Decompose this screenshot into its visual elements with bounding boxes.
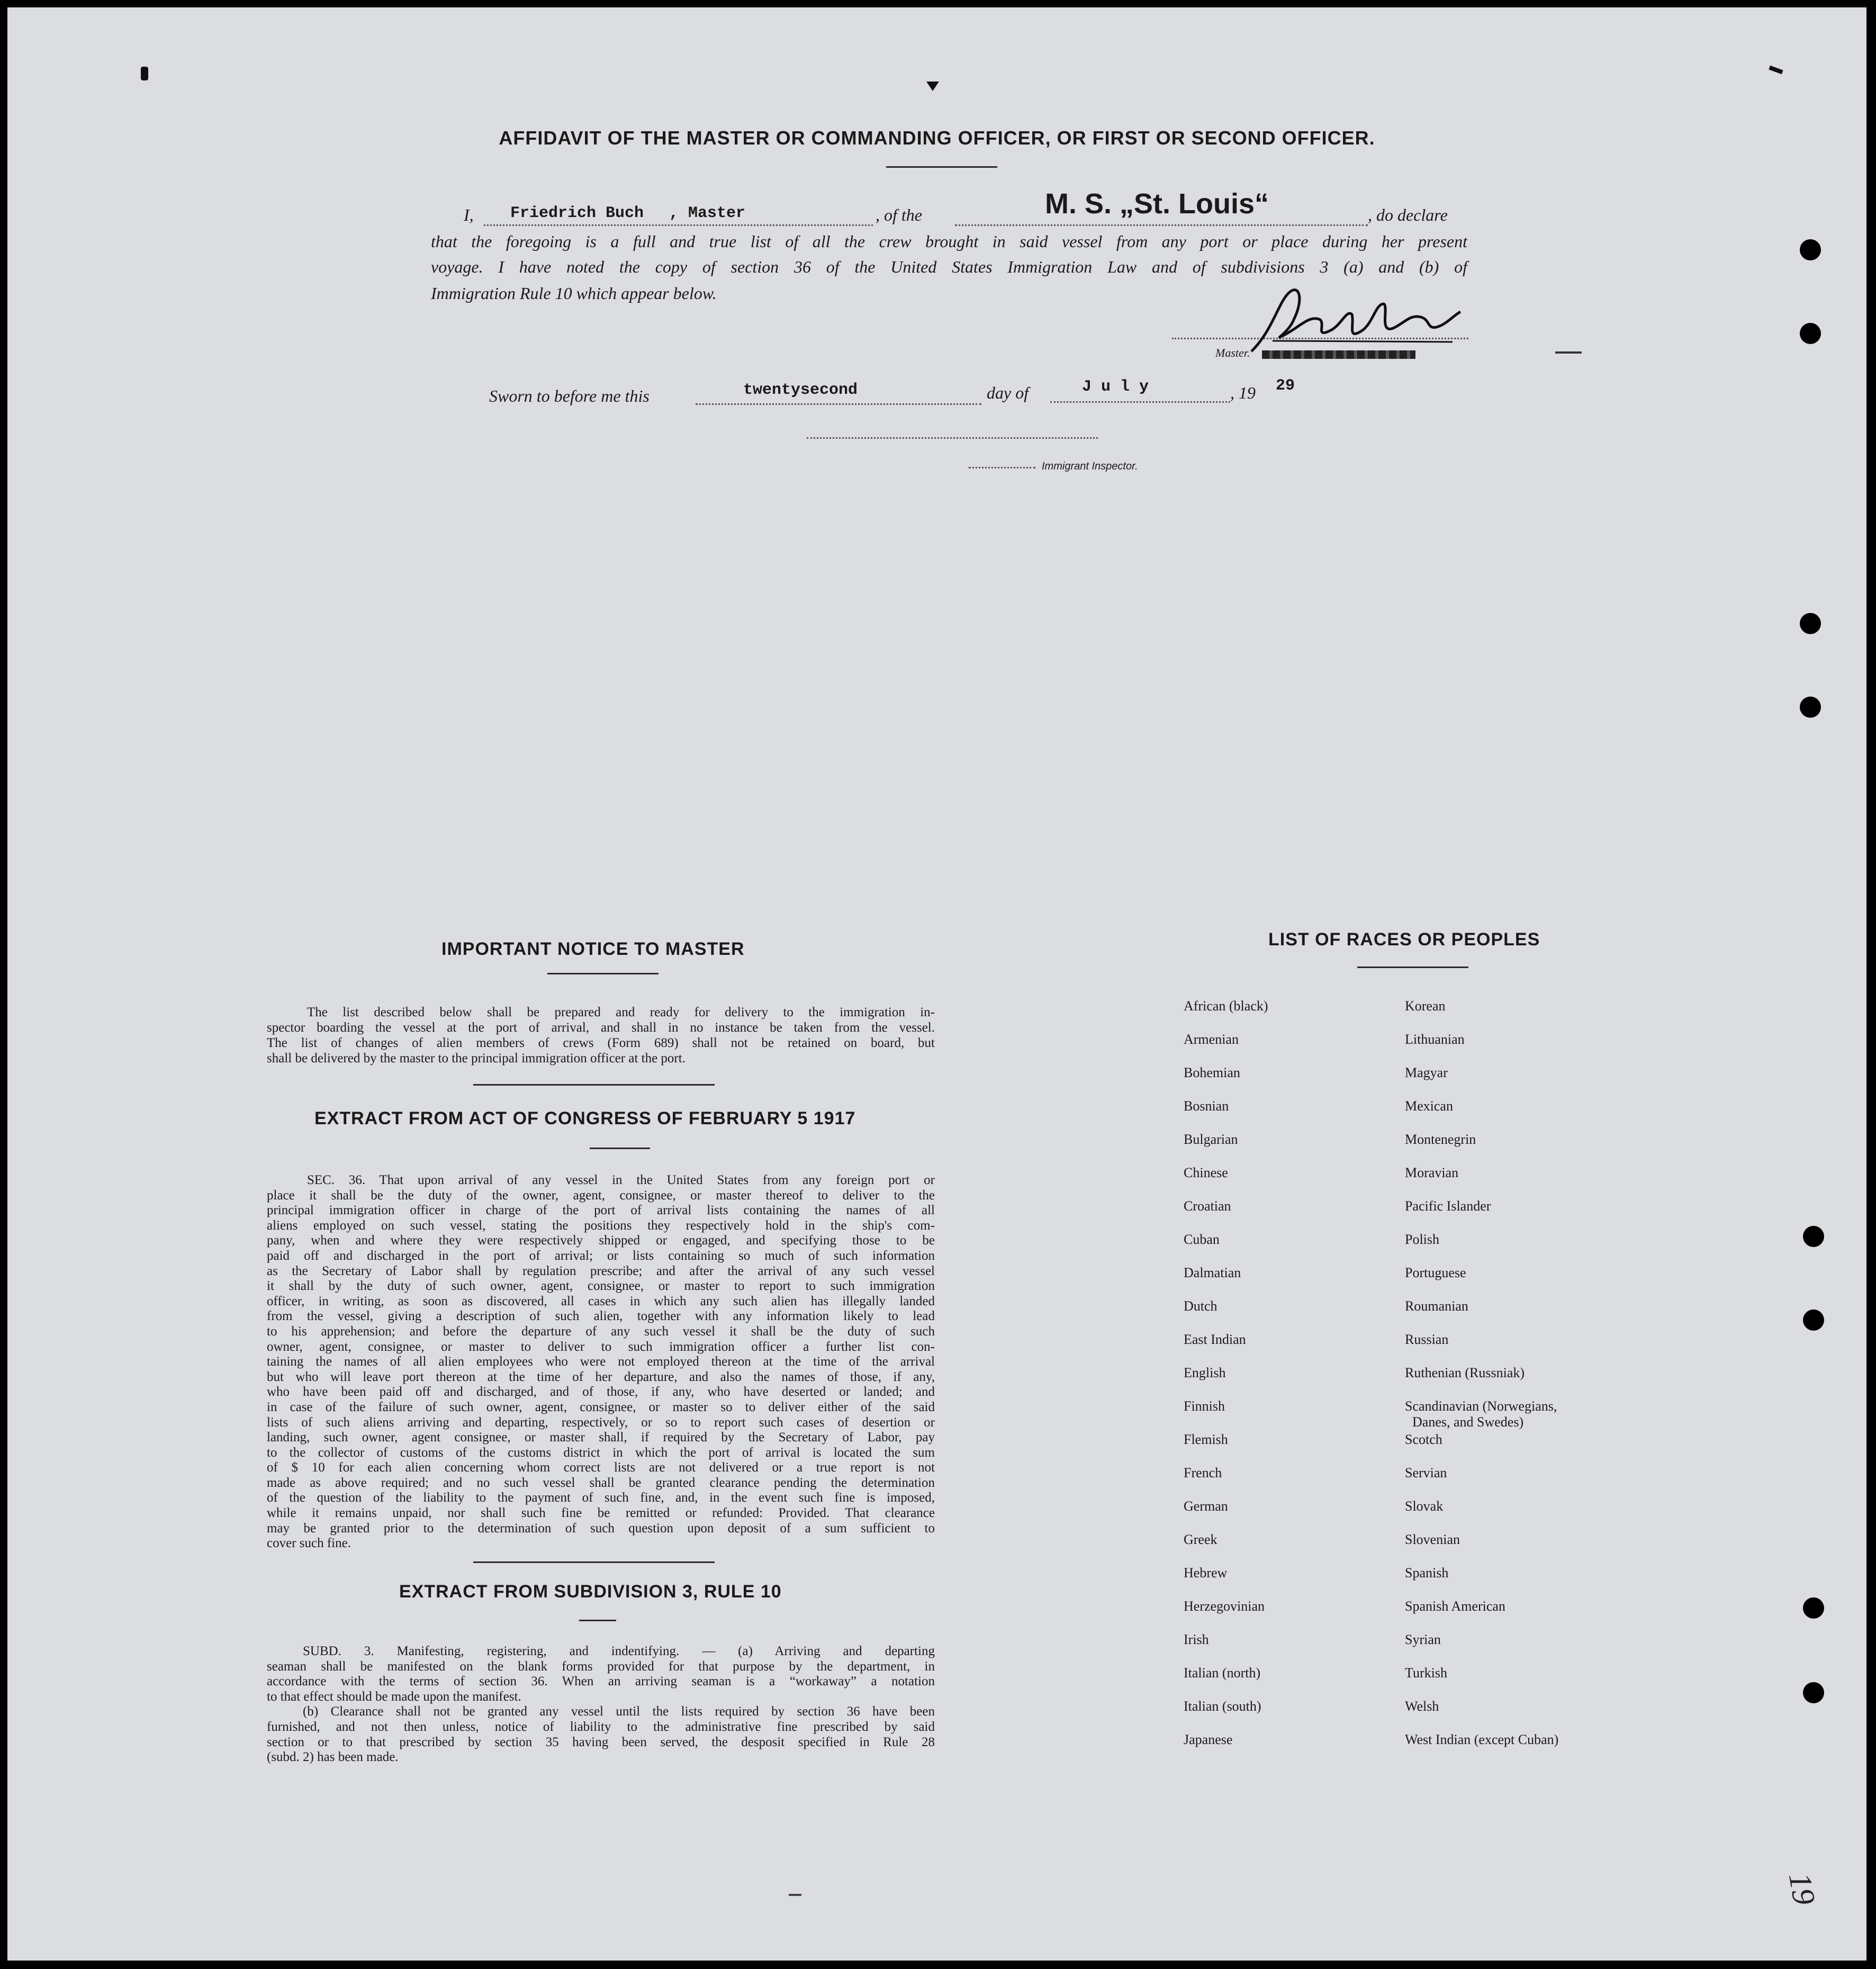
sworn-day: twentysecond bbox=[743, 381, 858, 399]
act-line: cover such fine. bbox=[267, 1536, 351, 1551]
struck-stamp bbox=[1262, 350, 1415, 359]
race-item: Moravian bbox=[1405, 1165, 1459, 1180]
year-prefix: , 19 bbox=[1230, 383, 1256, 402]
extract-rule-body bbox=[267, 1644, 935, 1765]
race-item: Syrian bbox=[1405, 1632, 1441, 1647]
race-item: Japanese bbox=[1184, 1732, 1233, 1747]
act-line: while it remains unpaid, nor shall such fine be remitted or refunded: Provided. That clearance bbox=[267, 1506, 935, 1521]
race-item: Montenegrin bbox=[1405, 1132, 1476, 1147]
rule-line: accordance with the terms of section 36. When an arriving seaman is a “workaway” a notation bbox=[267, 1674, 935, 1689]
race-item: Finnish bbox=[1184, 1398, 1225, 1414]
race-item: Irish bbox=[1184, 1632, 1209, 1647]
race-item: Bohemian bbox=[1184, 1065, 1240, 1080]
notice-rule bbox=[547, 973, 659, 974]
act-line: lists of such aliens arriving and departing, respectively, or so to report such cases of desertion or bbox=[267, 1415, 935, 1430]
rule-line: furnished, and not then unless, notice of liability to the administrative fine prescribed by said bbox=[267, 1719, 935, 1734]
race-item: German bbox=[1184, 1498, 1228, 1514]
act-line: officer, in writing, as soon as discovered, all cases in which any such alien has illegally landed bbox=[267, 1294, 935, 1308]
race-item: Pacific Islander bbox=[1405, 1198, 1491, 1214]
affidavit-pre-name: I, bbox=[464, 205, 474, 224]
sworn-month-line bbox=[1050, 401, 1230, 403]
act-line: taining the names of all alien employees who were not employed thereon at the time of the arrival bbox=[267, 1354, 935, 1369]
notice-body bbox=[267, 1005, 935, 1066]
punch-hole bbox=[1800, 239, 1821, 260]
master-signature bbox=[1241, 283, 1463, 357]
punch-hole bbox=[1800, 323, 1821, 344]
rule-line: (b) Clearance shall not be granted any vessel until the lists required by section 36 have been bbox=[303, 1704, 935, 1719]
race-item: Servian bbox=[1405, 1465, 1447, 1480]
race-item: Bulgarian bbox=[1184, 1132, 1238, 1147]
race-item: Spanish American bbox=[1405, 1598, 1505, 1614]
act-line: but who will leave port thereon at the time of her departure, and also the names of those, if any, bbox=[267, 1369, 935, 1384]
race-item: Welsh bbox=[1405, 1699, 1439, 1714]
sworn-day-line bbox=[696, 403, 981, 405]
act-line: place it shall be the duty of the owner, agent, consignee, or master thereof to deliver to the bbox=[267, 1188, 935, 1203]
act-line: who have been paid off and discharged, and of those, if any, who have deserted or landed; and bbox=[267, 1385, 935, 1399]
act-line: of the question of the liability to the payment of such fine, and, in the event such fine is imposed, bbox=[267, 1491, 935, 1505]
name-field-line bbox=[484, 224, 873, 226]
notice-line: The list of changes of alien members of crews (Form 689) shall not be retained on board, but bbox=[267, 1036, 935, 1050]
do-declare-label: , do declare bbox=[1368, 205, 1448, 224]
race-item: Russian bbox=[1405, 1332, 1449, 1347]
punch-hole bbox=[1803, 1226, 1824, 1247]
notice-line: The list described below shall be prepared and ready for delivery to the immigration in- bbox=[307, 1005, 935, 1019]
race-item: Lithuanian bbox=[1405, 1032, 1465, 1047]
race-item: Spanish bbox=[1405, 1565, 1449, 1580]
race-item: Polish bbox=[1405, 1232, 1440, 1247]
extract-rule-rule bbox=[579, 1620, 616, 1621]
heading-rule bbox=[886, 166, 997, 168]
race-item: Italian (south) bbox=[1184, 1699, 1261, 1714]
extract-act-title: EXTRACT FROM ACT OF CONGRESS OF FEBRUARY 5 1917 bbox=[314, 1108, 856, 1128]
notice-line: shall be delivered by the master to the principal immigration officer at the port. bbox=[267, 1051, 686, 1065]
extract-rule-title: EXTRACT FROM SUBDIVISION 3, RULE 10 bbox=[399, 1582, 782, 1602]
master-name: Friedrich Buch bbox=[510, 204, 644, 222]
corner-mark-left bbox=[141, 67, 148, 80]
act-line: landing, such owner, agent consignee, or master shall, if required by the Secretary of Labor, pay bbox=[267, 1430, 935, 1445]
notice-title: IMPORTANT NOTICE TO MASTER bbox=[441, 939, 745, 959]
race-item: Korean bbox=[1405, 998, 1446, 1014]
race-item: East Indian bbox=[1184, 1332, 1246, 1347]
day-of-label: day of bbox=[987, 383, 1029, 402]
master-rank: , Master bbox=[669, 204, 746, 222]
corner-mark-center bbox=[926, 82, 939, 91]
act-line: to the collector of customs of the customs district in which the port of arrival is located the sum bbox=[267, 1445, 935, 1460]
extract-act-body bbox=[267, 1173, 935, 1551]
act-line: pany, when and where they were respectively shipped or engaged, and specifying those to be bbox=[267, 1233, 935, 1248]
rule-line: SUBD. 3. Manifesting, registering, and indentifying. — (a) Arriving and departing bbox=[303, 1644, 935, 1658]
race-item: West Indian (except Cuban) bbox=[1405, 1732, 1559, 1747]
race-item: Turkish bbox=[1405, 1665, 1447, 1681]
of-the-label: , of the bbox=[876, 205, 922, 224]
affidavit-line-4: Immigration Rule 10 which appear below. bbox=[431, 284, 717, 303]
punch-hole bbox=[1800, 697, 1821, 718]
punch-hole bbox=[1803, 1597, 1824, 1619]
punch-hole bbox=[1803, 1682, 1824, 1703]
corner-mark-right bbox=[1769, 66, 1783, 74]
act-line: of $ 10 for each alien concerning whom correct lists are not delivered or a true report is not bbox=[267, 1460, 935, 1475]
notice-end-rule bbox=[473, 1084, 715, 1086]
sworn-label: Sworn to before me this bbox=[489, 386, 650, 405]
act-line: principal immigration officer in charge of the port of arrival lists containing the names of all bbox=[267, 1203, 935, 1218]
extract-act-end-rule bbox=[473, 1561, 715, 1563]
race-item: Greek bbox=[1184, 1532, 1217, 1547]
race-item: Herzegovinian bbox=[1184, 1598, 1265, 1614]
affidavit-line-3: voyage. I have noted the copy of section 36 of the United States Immigration Law and of subdivisions 3 (a) and (b) of bbox=[431, 257, 1467, 276]
race-item: Roumanian bbox=[1405, 1298, 1468, 1314]
punch-hole bbox=[1800, 613, 1821, 634]
race-item: Scandinavian (Norwegians, bbox=[1405, 1398, 1557, 1414]
race-item: English bbox=[1184, 1365, 1226, 1380]
rule-line: to that effect should be made upon the manifest. bbox=[267, 1689, 521, 1704]
race-item-continuation: Danes, and Swedes) bbox=[1412, 1414, 1524, 1430]
act-line: in case of the failure of such owner, agent, consignee, or master so to deliver either of the said bbox=[267, 1399, 935, 1414]
punch-hole bbox=[1803, 1309, 1824, 1331]
inspector-line-2 bbox=[969, 467, 1035, 468]
race-item: Ruthenian (Russniak) bbox=[1405, 1365, 1525, 1380]
race-item: Armenian bbox=[1184, 1032, 1239, 1047]
inspector-line-1 bbox=[807, 437, 1098, 439]
act-line: paid off and discharged in the port of arrival; or lists containing so much of such information bbox=[267, 1248, 935, 1263]
affidavit-heading: AFFIDAVIT OF THE MASTER OR COMMANDING OFFICER, OR FIRST OR SECOND OFFICER. bbox=[499, 127, 1375, 149]
sworn-month: J u l y bbox=[1082, 378, 1149, 396]
race-item: Scotch bbox=[1405, 1432, 1442, 1447]
race-item: Dalmatian bbox=[1184, 1265, 1241, 1280]
vessel-field-line bbox=[955, 224, 1368, 226]
race-item: Italian (north) bbox=[1184, 1665, 1261, 1681]
year-suffix: 29 bbox=[1276, 377, 1295, 395]
notice-line: spector boarding the vessel at the port of arrival, and shall in no instance be taken from the vessel. bbox=[267, 1020, 935, 1035]
rule-line: seaman shall be manifested on the blank forms provided for that purpose by the department, in bbox=[267, 1659, 935, 1674]
margin-number: 19 bbox=[1782, 1870, 1823, 1908]
race-item: Bosnian bbox=[1184, 1098, 1229, 1114]
small-mark bbox=[1555, 351, 1582, 354]
race-item: Slovenian bbox=[1405, 1532, 1460, 1547]
race-item: French bbox=[1184, 1465, 1222, 1480]
rule-line: section or to that prescribed by section 35 having been served, the desposit specified in Rule 28 bbox=[267, 1735, 935, 1749]
vessel-name: M. S. „St. Louis“ bbox=[1045, 188, 1269, 220]
race-item: Cuban bbox=[1184, 1232, 1220, 1247]
races-title: LIST OF RACES OR PEOPLES bbox=[1268, 929, 1540, 950]
race-item: Hebrew bbox=[1184, 1565, 1228, 1580]
race-item: Magyar bbox=[1405, 1065, 1448, 1080]
race-item: Portuguese bbox=[1405, 1265, 1466, 1280]
act-line: from the vessel, giving a description of such alien, together with any information likely to lead bbox=[267, 1309, 935, 1324]
act-line: owner, agent, consignee, or master to deliver to such immigration officer a further list con- bbox=[267, 1339, 935, 1354]
rule-line: (subd. 2) has been made. bbox=[267, 1750, 399, 1765]
race-item: African (black) bbox=[1184, 998, 1268, 1014]
race-item: Chinese bbox=[1184, 1165, 1228, 1180]
document-page bbox=[7, 7, 1866, 1961]
race-item: Dutch bbox=[1184, 1298, 1217, 1314]
inspector-label: Immigrant Inspector. bbox=[1042, 460, 1138, 472]
race-item: Mexican bbox=[1405, 1098, 1453, 1114]
race-item: Flemish bbox=[1184, 1432, 1228, 1447]
races-rule bbox=[1357, 967, 1468, 968]
race-item: Croatian bbox=[1184, 1198, 1231, 1214]
act-line: as the Secretary of Labor shall by regulation prescribe; and after the arrival of any such vessel bbox=[267, 1263, 935, 1278]
master-signature-label: Master. bbox=[1215, 346, 1250, 359]
act-line: may be granted prior to the determination of such question upon deposit of a sum sufficient to bbox=[267, 1521, 935, 1536]
act-line: SEC. 36. That upon arrival of any vessel in the United States from any foreign port or bbox=[307, 1173, 935, 1187]
act-line: made as above required; and no such vessel shall be granted clearance pending the determination bbox=[267, 1475, 935, 1490]
act-line: it shall by the duty of such owner, agent, consignee, or master to report to such immigration bbox=[267, 1279, 935, 1294]
act-line: to his apprehension; and before the departure of any such vessel it shall be the duty of such bbox=[267, 1324, 935, 1339]
race-item: Slovak bbox=[1405, 1498, 1444, 1514]
affidavit-line-2: that the foregoing is a full and true list of all the crew brought in said vessel from any port or place during her present bbox=[431, 232, 1467, 251]
bottom-mark bbox=[789, 1894, 801, 1896]
act-line: aliens employed on such vessel, stating the positions they respectively hold in the ship's com- bbox=[267, 1218, 935, 1233]
extract-act-rule bbox=[590, 1148, 650, 1149]
